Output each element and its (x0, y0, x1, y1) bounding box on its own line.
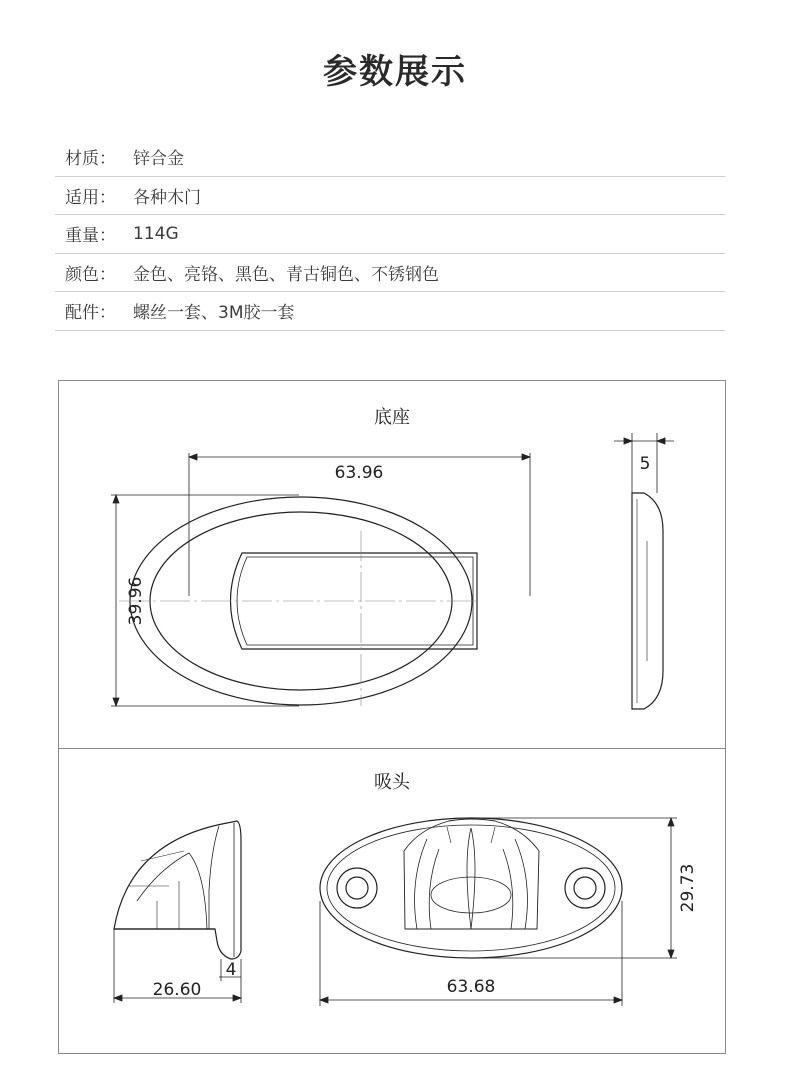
spec-row-material (55, 138, 725, 177)
spec-row-usage (55, 177, 725, 216)
spec-row-weight (55, 215, 725, 254)
knob-height-label: 29.73 (678, 863, 698, 913)
knob-width-label: 63.68 (446, 977, 496, 997)
spec-table (55, 138, 725, 331)
technical-drawing (58, 380, 726, 1054)
knob-wall-label: 4 (225, 960, 237, 980)
spec-label: 材质： (65, 149, 116, 170)
base-height-label: 39.96 (126, 576, 146, 626)
base-width-label: 63.96 (334, 463, 384, 483)
knob-section-label: 吸头 (374, 772, 410, 793)
base-section-label: 底座 (374, 407, 410, 428)
spec-value: 各种木门 (133, 187, 201, 208)
knob-depth-label: 26.60 (152, 980, 202, 1000)
knob-side-view (114, 821, 241, 959)
spec-value: 114G (133, 223, 179, 244)
base-thickness-label: 5 (639, 454, 651, 474)
spec-label: 配件： (65, 303, 116, 324)
spec-row-color (55, 254, 725, 293)
spec-label: 适用： (65, 187, 116, 208)
spec-label: 重量： (65, 226, 116, 247)
knob-top-view (320, 818, 622, 958)
spec-row-accessories (55, 292, 725, 331)
drawing-canvas (59, 381, 725, 1053)
spec-value: 锌合金 (133, 149, 184, 170)
spec-value: 螺丝一套、3M胶一套 (133, 303, 295, 324)
spec-label: 颜色： (65, 264, 116, 285)
base-side-view (632, 493, 663, 709)
page-title: 参数展示 (323, 52, 467, 92)
base-front-view (119, 497, 479, 706)
spec-value: 金色、亮铬、黑色、青古铜色、不锈钢色 (133, 264, 439, 285)
